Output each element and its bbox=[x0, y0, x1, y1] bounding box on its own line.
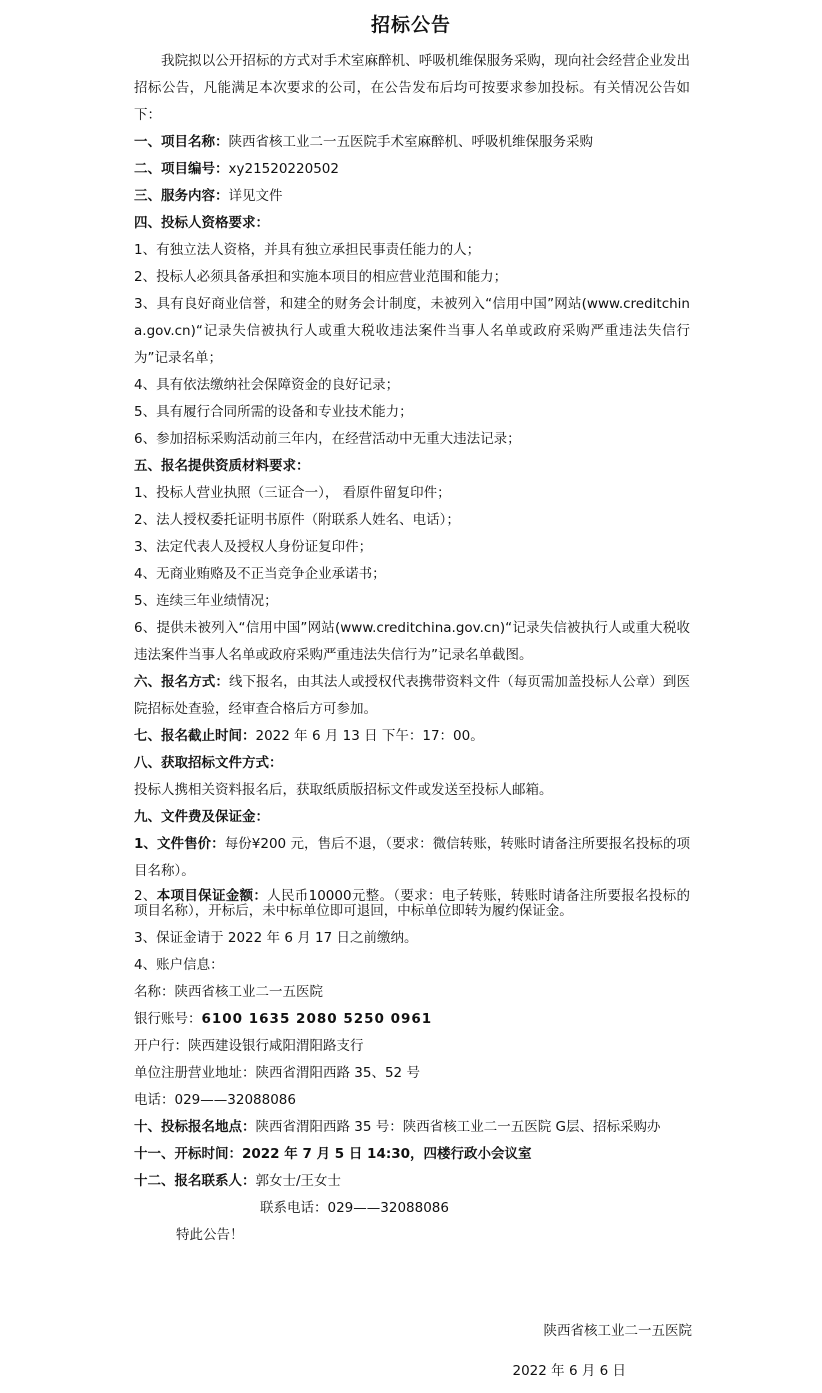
section-label: 二、项目编号： bbox=[134, 161, 229, 177]
issuer-signature: 陕西省核工业二一五医院 bbox=[543, 1323, 692, 1339]
section-label: 三、服务内容： bbox=[134, 188, 229, 204]
list-item: 2、法人授权委托证明书原件（附联系人姓名、电话）； bbox=[134, 512, 460, 528]
contact-phone: 联系电话：029——32088086 bbox=[260, 1200, 449, 1216]
intro-paragraph: 我院拟以公开招标的方式对手术室麻醉机、呼吸机维保服务采购，现向社会经营企业发出招标公告，凡能满足本次要求的公司，在公告发布后均可按要求参加投标。有关情况公告如下： bbox=[134, 53, 690, 123]
list-item: 2、投标人必须具备承担和实施本项目的相应营业范围和能力； bbox=[134, 269, 508, 285]
section-project-number bbox=[134, 156, 690, 183]
bank-label: 银行账号： bbox=[134, 1011, 202, 1027]
list-item: 6、提供未被列入“信用中国”网站(www.creditchina.gov.cn)“记录失信被执行人或重大税收违法案件当事人名单或政府采购严重违法失信行为”记录名单截图。 bbox=[134, 620, 690, 663]
account-name: 名称：陕西省核工业二一五医院 bbox=[134, 984, 323, 1000]
deposit-text: 人民币10000元整。（要求：电子转账，转账时请备注所要报名投标的项目名称），开标后，未中标单位即可退回，中标单位即转为履约保证金。 bbox=[134, 888, 691, 919]
section-service-content bbox=[134, 183, 690, 210]
section-label: 一、项目名称： bbox=[134, 134, 229, 150]
section-registration-method bbox=[134, 669, 690, 723]
section-text: 2022 年 7 月 5 日 14:30，四楼行政小会议室 bbox=[242, 1146, 532, 1162]
issue-date: 2022 年 6 月 6 日 bbox=[512, 1363, 626, 1379]
document-fee bbox=[134, 831, 690, 885]
list-item: 5、连续三年业绩情况； bbox=[134, 593, 278, 609]
list-item: 4、无商业贿赂及不正当竞争企业承诺书； bbox=[134, 566, 386, 582]
section-registration-deadline bbox=[134, 723, 690, 750]
section-obtain-docs-heading: 八、获取招标文件方式： bbox=[134, 755, 283, 771]
section-qualification-heading: 四、投标人资格要求： bbox=[134, 215, 269, 231]
section-text: 投标人携相关资料报名后，获取纸质版招标文件或发送至投标人邮箱。 bbox=[134, 782, 553, 798]
section-contact bbox=[134, 1168, 690, 1195]
closing-remark: 特此公告！ bbox=[176, 1227, 244, 1243]
section-text: 郭女士/王女士 bbox=[255, 1173, 342, 1189]
list-item: 1、有独立法人资格，并具有独立承担民事责任能力的人； bbox=[134, 242, 481, 258]
section-text: 线下报名，由其法人或授权代表携带资料文件（每页需加盖投标人公章）到医院招标处查验，经审查合格后方可参加。 bbox=[134, 674, 690, 717]
section-text: xy21520220502 bbox=[228, 161, 339, 177]
list-item: 4、具有依法缴纳社会保障资金的良好记录； bbox=[134, 377, 400, 393]
notice-title: 招标公告 bbox=[370, 14, 451, 36]
account-phone: 电话：029——32088086 bbox=[134, 1092, 296, 1108]
section-label: 十一、开标时间： bbox=[134, 1146, 242, 1162]
section-label: 十、投标报名地点： bbox=[134, 1119, 256, 1135]
section-label: 七、报名截止时间： bbox=[134, 728, 256, 744]
section-materials-heading: 五、报名提供资质材料要求： bbox=[134, 458, 310, 474]
deposit-amount bbox=[134, 885, 690, 925]
registered-address: 单位注册营业地址：陕西省渭阳西路 35、52 号 bbox=[134, 1065, 420, 1081]
section-bid-location bbox=[134, 1114, 690, 1141]
section-text: 陕西省渭阳西路 35 号：陕西省核工业二一五医院 G层、招标采购办 bbox=[255, 1119, 661, 1135]
section-label: 六、报名方式： bbox=[134, 674, 229, 690]
bank-account bbox=[134, 1006, 690, 1033]
list-item: 5、具有履行合同所需的设备和专业技术能力； bbox=[134, 404, 413, 420]
section-project-name bbox=[134, 129, 690, 156]
bank-branch: 开户行：陕西建设银行咸阳渭阳路支行 bbox=[134, 1038, 364, 1054]
deposit-prefix: 2、 bbox=[134, 888, 157, 904]
list-item: 6、参加招标采购活动前三年内，在经营活动中无重大违法记录； bbox=[134, 431, 521, 447]
deposit-label: 本项目保证金额： bbox=[156, 888, 268, 904]
fee-text: 每份¥200 元，售后不退，（要求：微信转账，转账时请备注所要报名投标的项目名称）。 bbox=[134, 836, 690, 879]
section-text: 详见文件 bbox=[228, 188, 283, 204]
section-opening-time bbox=[134, 1141, 690, 1168]
section-text: 2022 年 6 月 13 日 下午：17：00。 bbox=[255, 728, 484, 744]
account-info-title: 4、账户信息： bbox=[134, 957, 224, 973]
section-label: 十二、报名联系人： bbox=[134, 1173, 256, 1189]
section-text: 陕西省核工业二一五医院手术室麻醉机、呼吸机维保服务采购 bbox=[228, 134, 593, 150]
bank-number: 6100 1635 2080 5250 0961 bbox=[201, 1011, 433, 1027]
list-item: 1、投标人营业执照（三证合一）， 看原件留复印件； bbox=[134, 485, 451, 501]
list-item: 3、法定代表人及授权人身份证复印件； bbox=[134, 539, 373, 555]
fee-label: 1、文件售价： bbox=[134, 836, 225, 852]
section-fee-heading: 九、文件费及保证金： bbox=[134, 809, 269, 825]
list-item: 3、具有良好商业信誉，和建全的财务会计制度，未被列入“信用中国”网站(www.creditchina.gov.cn)“记录失信被执行人或重大税收违法案件当事人名单或政府采购严重违法失信行为”记录名单； bbox=[134, 296, 690, 366]
deposit-deadline: 3、保证金请于 2022 年 6 月 17 日之前缴纳。 bbox=[134, 930, 418, 946]
notice-body bbox=[134, 48, 690, 1249]
